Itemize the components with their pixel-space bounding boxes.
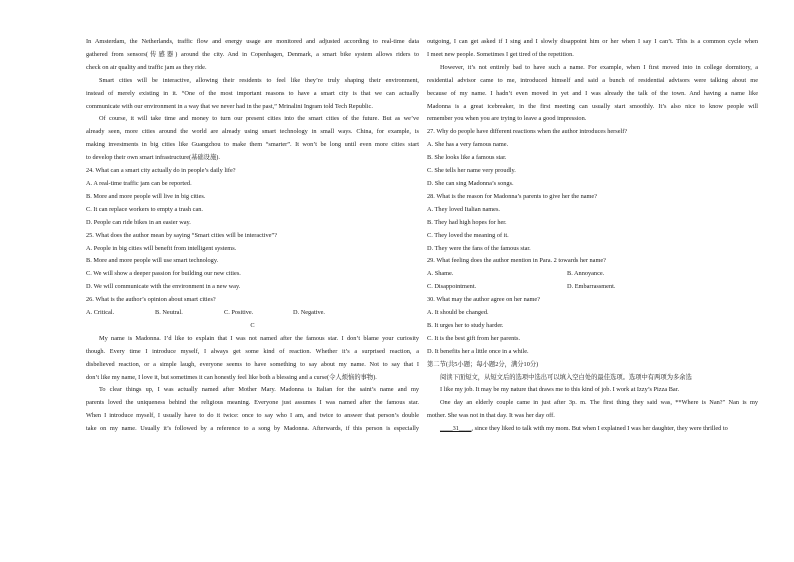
q29-option-c: C. Disappointment. [427,283,477,291]
q24-option-d: D. People can ride bikes in an easier way. [86,218,191,226]
passage-c-p2-line: When I introduce myself, I usually have to do it twice: once to say who I am, and twice to answer that person’s double [86,412,419,420]
q30-option-d: D. It benefits her a little once in a while. [427,347,529,355]
q30-option-b: B. It urges her to study harder. [427,321,504,329]
section-c-letter: C [250,321,255,329]
q27-option-a: A. She has a very famous name. [427,141,509,149]
q29-options-row [427,281,758,294]
right-column [427,36,758,436]
q29-option-b: B. Annoyance. [567,270,605,278]
q26-option-a: A. Critical. [86,309,115,317]
passage-c-p2-line: take on my name. Usually it’s followed by a reference to a song by Madonna. Afterwards, if this person is especially [86,425,419,433]
passage-b-p3-line: already seen, more cities around the world are already using smart technology in small ways. China, for example, is [86,128,419,136]
passage-c-p3-line: residential advisor came to me, introduced himself and said a bunch of residential advisors were talking about me [427,76,758,84]
passage-b-p3-line: making investments in big cities like Guangzhou to make them “smarter”. It won’t be long until even more cities start [86,141,419,149]
q25-option-a: A. People in big cities will benefit from intelligent systems. [86,244,237,252]
passage-c-p2-line: parents loved the uniqueness behind the religious meaning. Everyone just assumes I was named after the famous star. [86,399,419,407]
q30-option-c: C. It is the best gift from her parents. [427,334,521,342]
question-28: 28. What is the reason for Madonna’s parents to give her the name? [427,192,598,200]
passage-c-p1-line: My name is Madonna. I’d like to explain that I was not named after the famous star. I don’t blame your curiosity [99,334,419,342]
section-2-instructions: 阅读下面短文，从短文后的选项中选出可以填入空白处的最佳选项。选项中有两项为多余选 [440,373,692,381]
q30-option-a: A. It should be changed. [427,309,489,317]
question-27: 27. Why do people have different reactions when the author introduces herself? [427,128,628,136]
passage-c-p1-line: don’t like my name, I love it, but sometimes it can honestly feel like both a blessing and a curse(令人烦恼的事物). [86,373,377,381]
passage-b-p1-line: gathered from sensors(传感器) around the city. And in Copenhagen, Denmark, a smart bike system allows riders to [86,50,419,58]
q27-option-c: C. She tells her name very proudly. [427,167,516,175]
q25-option-c: C. We will show a deeper passion for building our new cities. [86,270,241,278]
passage-b-p1-line: In Amsterdam, the Netherlands, traffic flow and energy usage are monitored and adjusted according to real-time data [86,38,419,45]
passage-c-p2-line: outgoing, I can get asked if I sing and I slowly disappoint him or her when I say I can’t. This is a common cycle when [427,38,758,45]
cloze-passage-text: , since they liked to talk with my mom. But when I explained I was her daughter, they were thrilled to [471,425,728,433]
passage-c-p1-line: disbelieved reaction, or a simple laugh, everyone seems to have something to say about my name. Not to say that I [86,360,419,368]
question-24: 24. What can a smart city actually do in people’s daily life? [86,167,236,175]
q26-option-b: B. Neutral. [155,309,183,317]
q28-option-c: C. They loved the meaning of it. [427,231,509,239]
q24-option-c: C. It can replace workers to empty a trash can. [86,205,203,213]
q27-option-b: B. She looks like a famous star. [427,154,507,162]
q29-option-d: D. Embarrassment. [567,283,616,291]
passage-b-p3-line: Of course, it will take time and money to turn our present cities into the smart cities of the future. But as we’ve [99,115,419,123]
q26-options-row [86,307,419,320]
passage-c-p3-line: Madonna is a great icebreaker, in the first meeting can usually start smoothly. It’s also nice to know people will [427,102,758,110]
q25-option-d: D. We will communicate with the environment in a new way. [86,283,241,291]
q27-option-d: D. She can sing Madonna’s songs. [427,179,514,187]
q28-option-a: A. They loved Italian names. [427,205,500,213]
section-2-heading: 第二节(共5小题；每小题2分，满分10分) [427,360,539,368]
question-30: 30. What may the author agree on her name? [427,296,541,304]
q28-option-d: D. They were the fans of the famous star. [427,244,531,252]
passage-c-p1-line: though. Every time I introduce myself, I always get some kind of reaction. Whether it’s a surprised reaction, a [86,347,419,355]
passage-b-p2-line: Smart cities will be interactive, allowing their residents to feel like they’re truly shaping their environment, [99,76,419,84]
blank-31[interactable]: ____31____ [440,425,472,433]
cloze-passage-line [427,423,758,436]
passage-c-p2-line: I meet new people. Sometimes I get tired of the repetition. [427,50,574,58]
q29-options-row [427,268,758,281]
q25-option-b: B. More and more people will use smart technology. [86,257,219,265]
passage-c-p3-line: because of my name. I hadn’t even moved in yet and I was already the talk of the town. And having a name like [427,89,758,97]
cloze-passage-line: I like my job. It may be my nature that draws me to this kind of job. I work at Izzy’s Pizza Bar. [440,386,680,394]
question-25: 25. What does the author mean by saying “Smart cities will be interactive”? [86,231,278,239]
passage-b-p1-line: check on air quality and traffic jam as they ride. [86,63,207,71]
q24-option-b: B. More and more people will live in big cities. [86,192,206,200]
passage-b-p2-line: communicate with our environment in a way that we never had in the past,” Mrinalini Ingram told Tech Republic. [86,102,373,110]
question-26: 26. What is the author’s opinion about smart cities? [86,296,216,304]
cloze-passage-line: One day an elderly couple came in just after 3p. m. The first thing they said was, **Where is Nan?" Nan is my [440,399,758,407]
passage-c-p2-line: To clear things up, I was actually named after Mother Mary. Madonna is Italian for the saint’s name and my [99,386,419,394]
q29-option-a: A. Shame. [427,270,454,278]
question-29: 29. What feeling does the author mention in Para. 2 towards her name? [427,257,606,265]
q26-option-c: C. Positive. [224,309,254,317]
cloze-passage-line: mother. She was not in that day. It was her day off. [427,412,555,420]
q24-option-a: A. A real-time traffic jam can be reported. [86,179,192,187]
passage-c-p3-line: remember you when you are trying to leave a good impression. [427,115,587,123]
passage-b-p2-line: instead of merely existing in it. “One of the most important reasons to have a smart city is that we can actually [86,89,419,97]
passage-b-p3-line: to develop their own smart infrastructure(基础设施). [86,154,220,162]
left-column [86,36,419,436]
q28-option-b: B. They had high hopes for her. [427,218,507,226]
q26-option-d: D. Negative. [293,309,325,317]
passage-c-p3-line: However, it’s not entirely bad to have such a name. For example, when I first moved into in college dormitory, a [440,63,758,71]
